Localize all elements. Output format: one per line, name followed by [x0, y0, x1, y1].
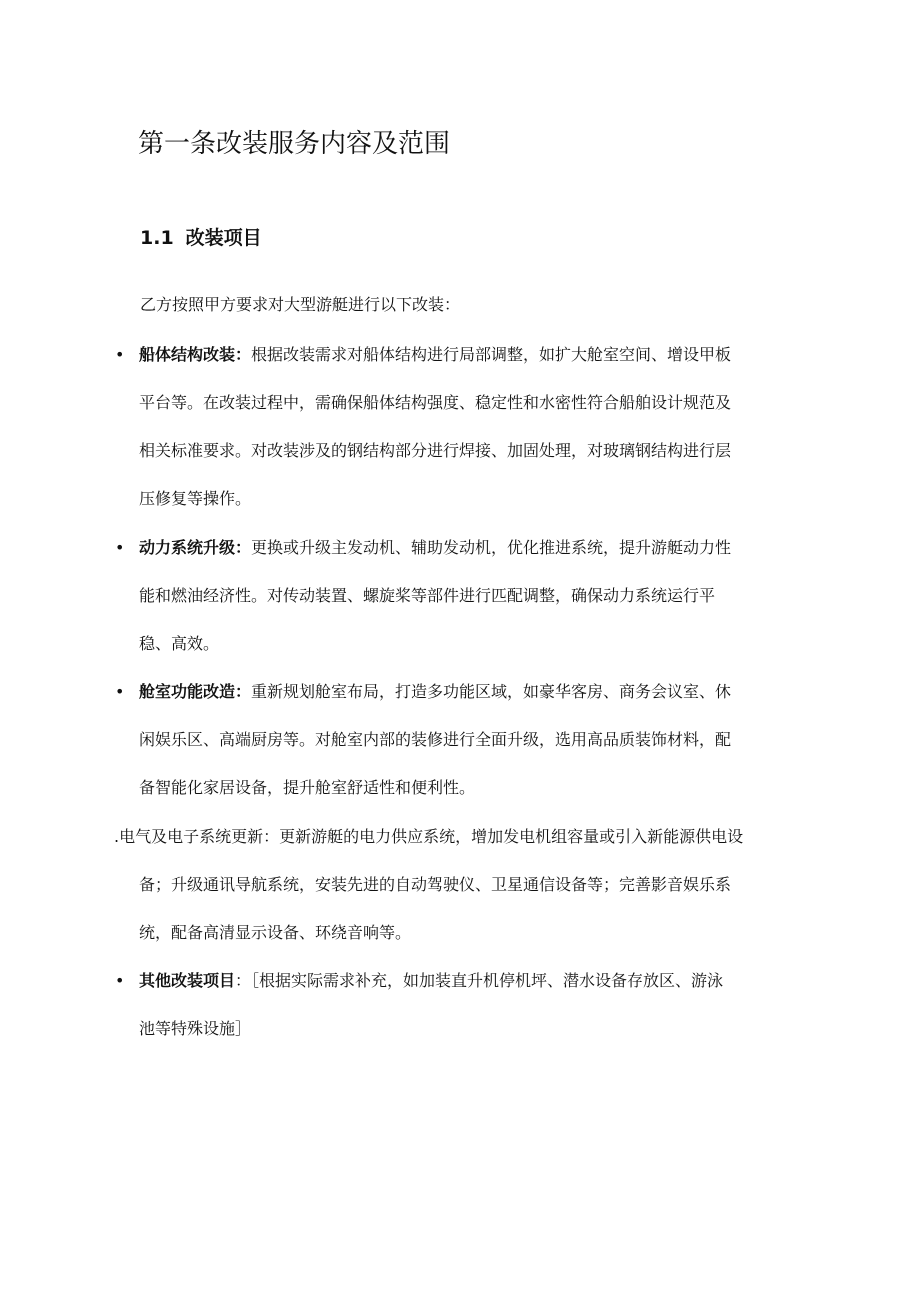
list-item-text: 更换或升级主发动机、辅助发动机，优化推进系统，提升游艇动力性	[251, 538, 732, 557]
subsection-title	[140, 222, 262, 254]
bullet-icon: •	[115, 682, 125, 701]
list-item-line	[139, 533, 731, 563]
subsection-number: 1.1	[140, 227, 174, 249]
list-item-line: 备；升级通讯导航系统，安装先进的自动驾驶仪、卫星通信设备等；完善影音娱乐系	[139, 875, 732, 894]
section-title: 第一条改装服务内容及范围	[138, 129, 451, 159]
list-item-text: 重新规划舱室布局，打造多功能区域，如豪华客房、商务会议室、休	[251, 682, 732, 701]
bullet-icon: •	[115, 538, 125, 557]
list-item-line: 统，配备高清显示设备、环绕音响等。	[139, 923, 412, 942]
list-item-line: 相关标准要求。对改装涉及的钢结构部分进行焊接、加固处理，对玻璃钢结构进行层	[139, 441, 732, 460]
list-item-term: 舱室功能改造：	[139, 682, 252, 701]
list-item-line: .电气及电子系统更新：更新游艇的电力供应系统，增加发电机组容量或引入新能源供电设	[114, 827, 744, 846]
bullet-icon: •	[115, 345, 125, 364]
list-item-line: 平台等。在改装过程中，需确保船体结构强度、稳定性和水密性符合船舶设计规范及	[139, 393, 732, 412]
bullet-icon: •	[115, 971, 125, 990]
list-item-line	[139, 677, 731, 707]
list-item-line	[139, 966, 723, 996]
intro-paragraph: 乙方按照甲方要求对大型游艇进行以下改装：	[140, 295, 461, 314]
list-item-line: 稳、高效。	[139, 634, 220, 653]
list-item-term: 动力系统升级：	[139, 538, 252, 557]
list-item-line: 闲娱乐区、高端厨房等。对舱室内部的装修进行全面升级，选用高品质装饰材料，配	[139, 730, 732, 749]
list-item-text: 根据改装需求对船体结构进行局部调整，如扩大舱室空间、增设甲板	[251, 345, 732, 364]
list-item-line: 备智能化家居设备，提升舱室舒适性和便利性。	[139, 778, 476, 797]
subsection-label: 改装项目	[185, 227, 262, 249]
list-item-line: 池等特殊设施］	[139, 1019, 252, 1038]
list-item-term: 船体结构改装：	[139, 345, 252, 364]
list-item-line: 压修复等操作。	[139, 489, 252, 508]
list-item-line	[139, 340, 731, 370]
list-item-line: 能和燃油经济性。对传动装置、螺旋桨等部件进行匹配调整，确保动力系统运行平	[139, 586, 716, 605]
list-item-text: ：［根据实际需求补充，如加装直升机停机坪、潜水设备存放区、游泳	[235, 971, 724, 990]
list-item-term: 其他改装项目	[139, 971, 236, 990]
